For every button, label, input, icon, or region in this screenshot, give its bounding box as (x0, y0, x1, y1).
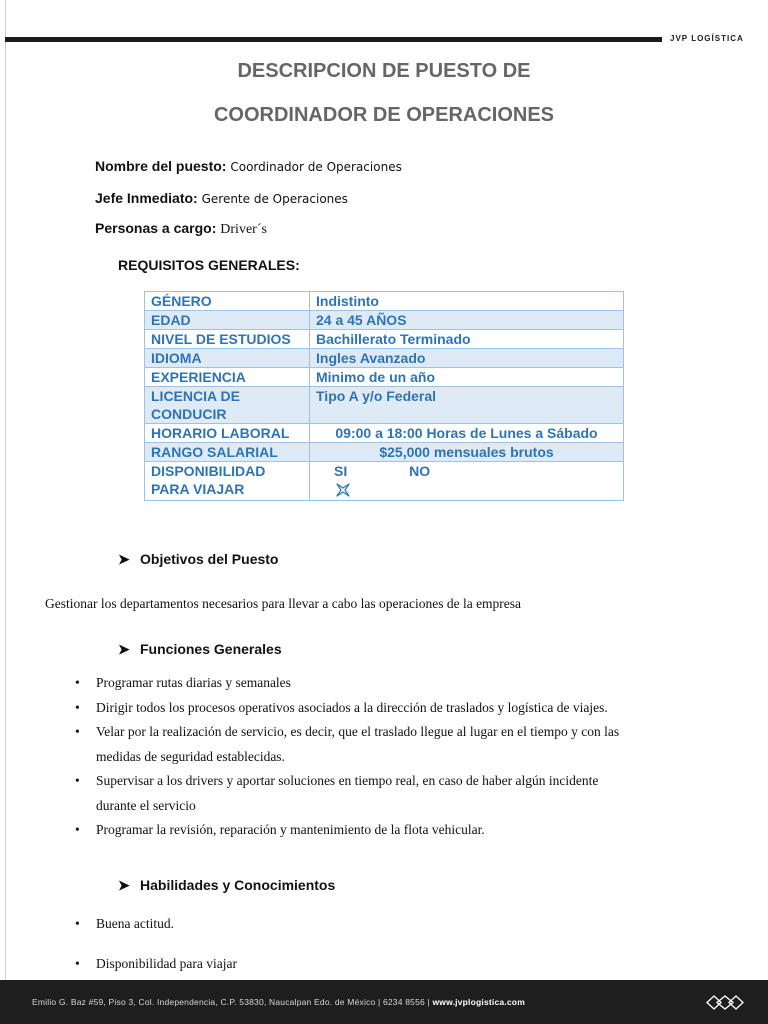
table-key: RANGO SALARIAL (145, 443, 310, 462)
page-border (5, 0, 6, 980)
arrow-bullet-icon: ➤ (118, 877, 130, 893)
table-row (145, 443, 624, 462)
requirements-title: REQUISITOS GENERALES: (118, 257, 300, 273)
bullet-icon: • (75, 822, 80, 837)
section-habilidades (118, 877, 335, 894)
section-objetivos (118, 551, 278, 568)
table-key: EDAD (145, 311, 310, 330)
table-row (145, 387, 624, 424)
document-title-line1: DESCRIPCION DE PUESTO DE (237, 60, 531, 82)
footer (0, 980, 768, 1024)
bullet-icon: • (75, 773, 80, 788)
table-key: NIVEL DE ESTUDIOS (145, 330, 310, 349)
table-key: EXPERIENCIA (145, 368, 310, 387)
table-value: 09:00 a 18:00 Horas de Lunes a Sábado (310, 424, 624, 443)
table-row (145, 349, 624, 368)
list-item: • Supervisar a los drivers y aportar soluciones en tiempo real, en caso de haber algún incidente durante el servicio (75, 769, 620, 818)
table-row (145, 368, 624, 387)
bullet-icon: • (75, 956, 80, 971)
arrow-bullet-icon: ➤ (118, 551, 130, 567)
bullet-icon: • (75, 675, 80, 690)
brand-name: JVP LOGÍSTICA (670, 34, 744, 43)
table-key: GÉNERO (145, 292, 310, 311)
option-no: NO (409, 463, 431, 479)
table-value: Tipo A y/o Federal (310, 387, 624, 424)
field-nombre-puesto (95, 158, 402, 174)
table-value: $25,000 mensuales brutos (310, 443, 624, 462)
objetivos-text: Gestionar los departamentos necesarios para llevar a cabo las operaciones de la empresa (45, 596, 522, 611)
table-row (145, 462, 624, 501)
list-item: • Disponibilidad para viajar (75, 944, 620, 984)
table-row (145, 311, 624, 330)
section-title: Funciones Generales (140, 641, 282, 657)
list-item: • Programar la revisión, reparación y mantenimiento de la flota vehicular. (75, 818, 620, 843)
arrow-bullet-icon: ➤ (118, 641, 130, 657)
header-rule (5, 37, 662, 42)
table-row (145, 292, 624, 311)
table-key: HORARIO LABORAL (145, 424, 310, 443)
field-value: Driver´s (220, 222, 267, 237)
list-item: • Velar por la realización de servicio, es decir, que el traslado llegue al lugar en el tiempo y con las medidas de seguridad establecidas. (75, 720, 620, 769)
table-key: IDIOMA (145, 349, 310, 368)
table-row (145, 330, 624, 349)
x-mark-icon (334, 481, 352, 499)
list-item: • Dirigir todos los procesos operativos asociados a la dirección de traslados y logística de viajes. (75, 696, 620, 721)
si-no-options (316, 462, 430, 480)
section-title: Habilidades y Conocimientos (140, 877, 336, 893)
field-value: Coordinador de Operaciones (230, 160, 402, 174)
option-si: SI (334, 463, 348, 479)
bullet-icon: • (75, 724, 80, 739)
table-value: Minimo de un año (310, 368, 624, 387)
field-value: Gerente de Operaciones (201, 192, 348, 206)
table-key: DISPONIBILIDAD PARA VIAJAR (145, 462, 310, 501)
section-funciones (118, 641, 282, 658)
list-item: • Programar rutas diarias y semanales (75, 671, 620, 696)
field-label: Personas a cargo: (95, 220, 217, 236)
section-title: Objetivos del Puesto (140, 551, 279, 567)
field-label: Nombre del puesto: (95, 158, 227, 174)
funciones-list (75, 671, 620, 843)
table-value: 24 a 45 AÑOS (310, 311, 624, 330)
requirements-table (144, 291, 624, 501)
travel-availability-cell (310, 462, 624, 501)
footer-website: www.jvplogistica.com (432, 997, 525, 1007)
table-row (145, 424, 624, 443)
list-item: • Buena actitud. (75, 904, 620, 944)
field-jefe-inmediato (95, 190, 348, 206)
bullet-icon: • (75, 699, 80, 715)
table-value: Ingles Avanzado (310, 349, 624, 368)
footer-address: Emilio G. Baz #59, Piso 3, Col. Independencia, C.P. 53830, Naucalpan Edo. de México | 6234 8556 | www.jvplogistica.com (32, 997, 525, 1007)
document-title-line2: COORDINADOR DE OPERACIONES (213, 104, 555, 126)
field-label: Jefe Inmediato: (95, 190, 198, 206)
habilidades-list (75, 904, 620, 984)
jvp-logo-icon (706, 994, 744, 1011)
field-personas-cargo (95, 220, 267, 238)
table-key: LICENCIA DE CONDUCIR (145, 387, 310, 424)
bullet-icon: • (75, 916, 80, 931)
table-value: Bachillerato Terminado (310, 330, 624, 349)
table-value: Indistinto (310, 292, 624, 311)
